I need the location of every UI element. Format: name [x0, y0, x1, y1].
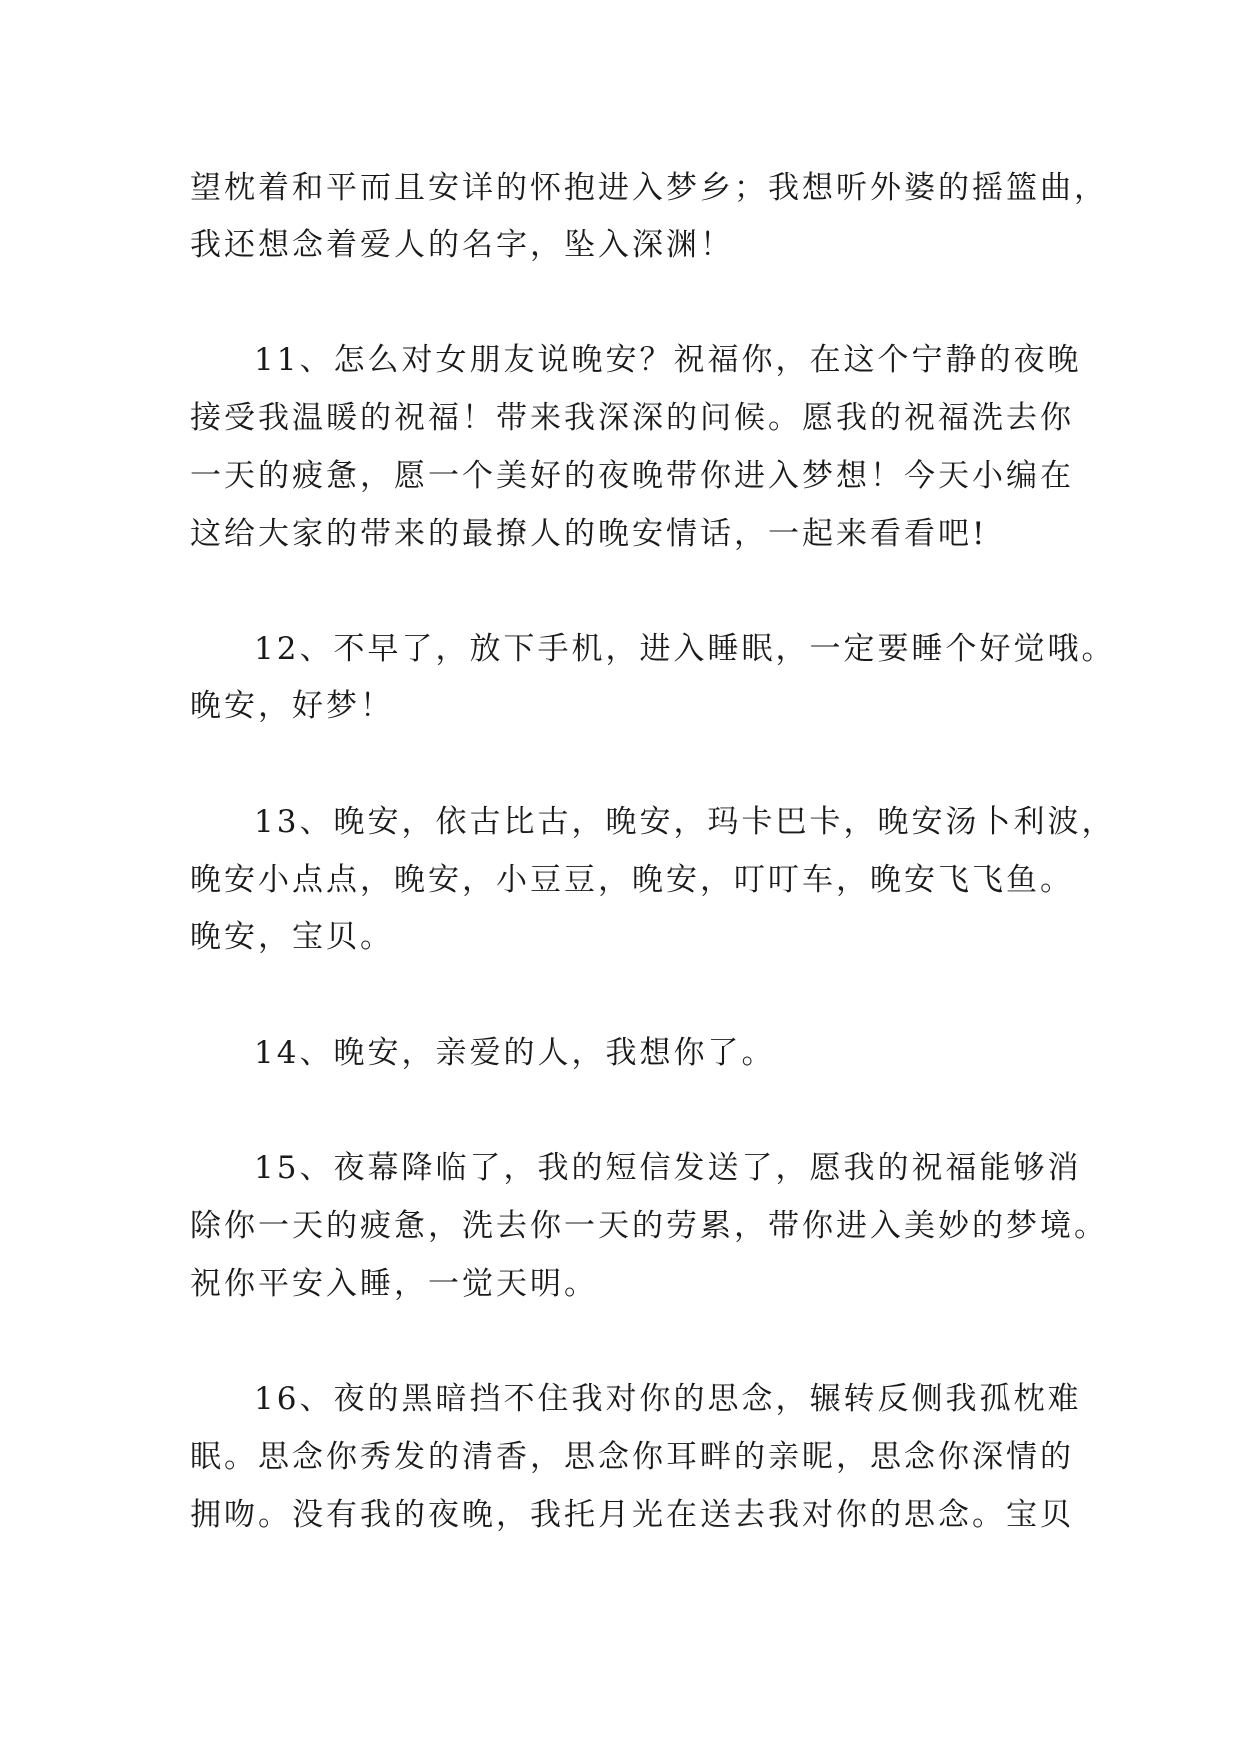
paragraph-5-line-1: 除你一天的疲惫，洗去你一天的劳累，带你进入美妙的梦境。	[190, 1208, 1108, 1244]
paragraph-0-line-1: 我还想念着爱人的名字，坠入深渊！	[190, 227, 734, 263]
paragraph-6-line-2: 拥吻。没有我的夜晚，我托月光在送去我对你的思念。宝贝	[190, 1497, 1074, 1533]
paragraph-6-line-1: 眠。思念你秀发的清香，思念你耳畔的亲昵，思念你深情的	[190, 1439, 1074, 1475]
paragraph-1-line-2: 一天的疲惫，愿一个美好的夜晚带你进入梦想！今天小编在	[190, 458, 1074, 494]
paragraph-1-line-0: 11、怎么对女朋友说晚安？祝福你，在这个宁静的夜晚	[254, 342, 1082, 378]
paragraph-1-line-3: 这给大家的带来的最撩人的晚安情话，一起来看看吧!	[190, 516, 988, 552]
paragraph-3-line-0: 13、晚安，依古比古，晚安，玛卡巴卡，晚安汤卜利波，	[254, 804, 1116, 840]
paragraph-3-line-2: 晚安，宝贝。	[190, 919, 394, 955]
paragraph-5-line-2: 祝你平安入睡，一觉天明。	[190, 1266, 598, 1302]
paragraph-2-line-0: 12、不早了，放下手机，进入睡眠，一定要睡个好觉哦。	[254, 631, 1116, 667]
paragraph-3-line-1: 晚安小点点，晚安，小豆豆，晚安，叮叮车，晚安飞飞鱼。	[190, 862, 1074, 898]
paragraph-6-line-0: 16、夜的黑暗挡不住我对你的思念，辗转反侧我孤枕难	[254, 1381, 1082, 1417]
paragraph-5-line-0: 15、夜幕降临了，我的短信发送了，愿我的祝福能够消	[254, 1150, 1082, 1186]
paragraph-2-line-1: 晚安，好梦！	[190, 688, 394, 724]
paragraph-4-line-0: 14、晚安，亲爱的人，我想你了。	[254, 1035, 776, 1071]
paragraph-0-line-0: 望枕着和平而且安详的怀抱进入梦乡；我想听外婆的摇篮曲，	[190, 170, 1108, 206]
paragraph-1-line-1: 接受我温暖的祝福！带来我深深的问候。愿我的祝福洗去你	[190, 400, 1074, 436]
